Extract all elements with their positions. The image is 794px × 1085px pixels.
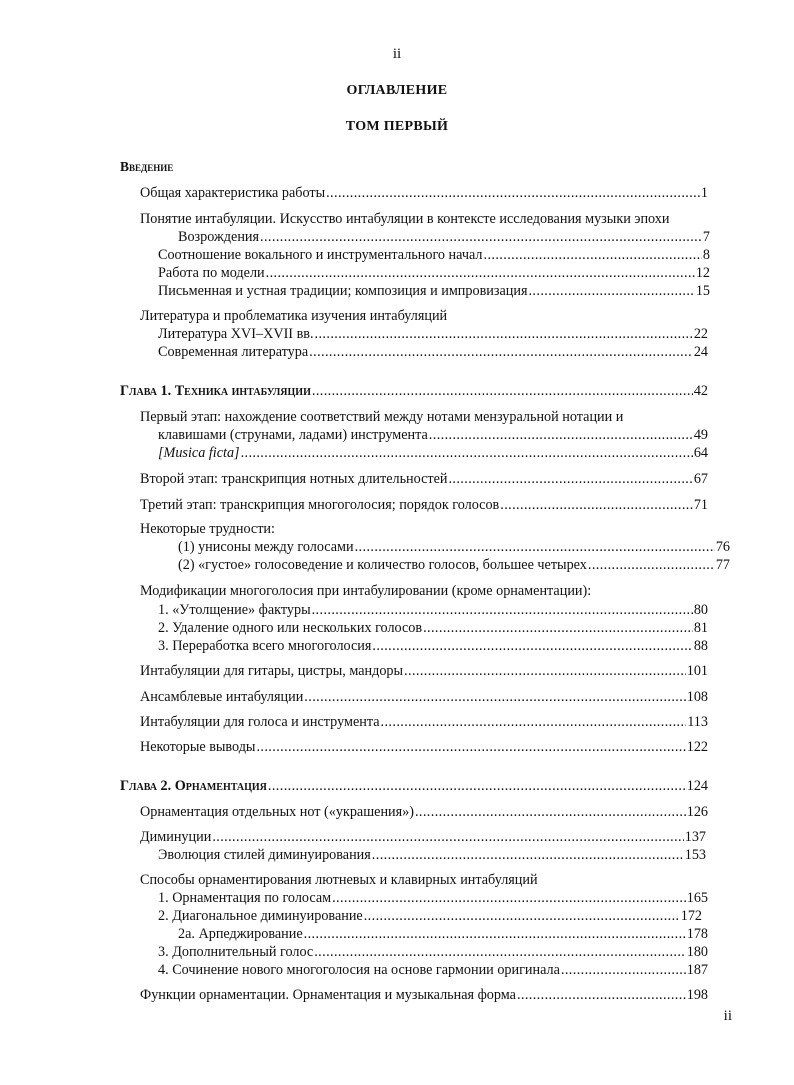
toc-entry[interactable]: (1) унисоны между голосами ..... 76: [178, 538, 730, 556]
toc-entry[interactable]: 2. Диагональное диминуирование ..... 172: [158, 907, 702, 925]
page-number-top: ii: [392, 46, 402, 62]
toc-entry[interactable]: Третий этап: транскрипция многоголосия; порядок голосов ..... 71: [140, 496, 708, 514]
toc-entry[interactable]: Возрождения ..... 7: [178, 228, 710, 246]
toc-entry[interactable]: Эволюция стилей диминуирования ..... 153: [158, 846, 706, 864]
toc-entry-heading: Литература и проблематика изучения интабуляций: [140, 308, 448, 324]
toc-entry[interactable]: Литература XVI–XVII вв. ..... 22: [158, 325, 708, 343]
toc-entry-heading: Понятие интабуляции. Искусство интабуляции в контексте исследования музыки эпохи: [140, 211, 670, 227]
toc-entry-heading: Модификации многоголосия при интабулировании (кроме орнаментации):: [140, 583, 592, 599]
toc-entry[interactable]: 1. Орнаментация по голосам ..... 165: [158, 889, 708, 907]
toc-entry[interactable]: Орнаментация отдельных нот («украшения») ..... 126: [140, 803, 708, 821]
toc-entry[interactable]: 4. Сочинение нового многоголосия на основе гармонии оригинала ..... 187: [158, 961, 708, 979]
toc-entry[interactable]: Общая характеристика работы ..... 1: [140, 184, 708, 202]
toc-entry[interactable]: Функции орнаментации. Орнаментация и музыкальная форма ..... 198: [140, 986, 708, 1004]
toc-entry[interactable]: 2. Удаление одного или нескольких голосов ..... 81: [158, 619, 708, 637]
toc-entry[interactable]: Письменная и устная традиции; композиция и импровизация ..... 15: [158, 282, 710, 300]
toc-entry[interactable]: Интабуляции для гитары, цистры, мандоры ..... 101: [140, 662, 708, 680]
toc-entry[interactable]: Ансамблевые интабуляции ..... 108: [140, 688, 708, 706]
toc-entry[interactable]: Диминуции ..... 137: [140, 828, 706, 846]
toc-entry-heading: Первый этап: нахождение соответствий между нотами мензуральной нотации и: [140, 409, 624, 425]
toc-entry[interactable]: 3. Переработка всего многоголосия ..... 88: [158, 637, 708, 655]
page-title: ОГЛАВЛЕНИЕ: [346, 83, 448, 98]
intro-heading: Введение: [120, 159, 174, 174]
page-number-bottom: ii: [723, 1008, 732, 1024]
toc-entry[interactable]: 3. Дополнительный голос ..... 180: [158, 943, 708, 961]
toc-entry[interactable]: [Musica ficta] ..... 64: [158, 444, 708, 462]
toc-chapter-2[interactable]: Глава 2. Орнаментация ..... 124: [120, 777, 708, 795]
toc-entry[interactable]: Современная литература ..... 24: [158, 343, 708, 361]
volume-heading: ТОМ ПЕРВЫЙ: [345, 119, 449, 134]
toc-entry[interactable]: 2а. Арпеджирование ..... 178: [178, 925, 708, 943]
toc-entry[interactable]: Некоторые выводы ..... 122: [140, 738, 708, 756]
toc-entry[interactable]: (2) «густое» голосоведение и количество голосов, большее четырех ..... 77: [178, 556, 730, 574]
toc-entry[interactable]: 1. «Утолщение» фактуры ..... 80: [158, 601, 708, 619]
toc-chapter-1[interactable]: Глава 1. Техника интабуляции ..... 42: [120, 382, 708, 400]
toc-entry[interactable]: клавишами (струнами, ладами) инструмента ..... 49: [158, 426, 708, 444]
toc-entry[interactable]: Второй этап: транскрипция нотных длительностей ..... 67: [140, 470, 708, 488]
toc-entry[interactable]: Интабуляции для голоса и инструмента ..... 113: [140, 713, 708, 731]
toc-entry-heading: Способы орнаментирования лютневых и клавирных интабуляций: [140, 872, 538, 888]
toc-entry-heading: Некоторые трудности:: [140, 521, 275, 537]
toc-entry[interactable]: Соотношение вокального и инструментального начал ..... 8: [158, 246, 710, 264]
toc-entry[interactable]: Работа по модели ..... 12: [158, 264, 710, 282]
